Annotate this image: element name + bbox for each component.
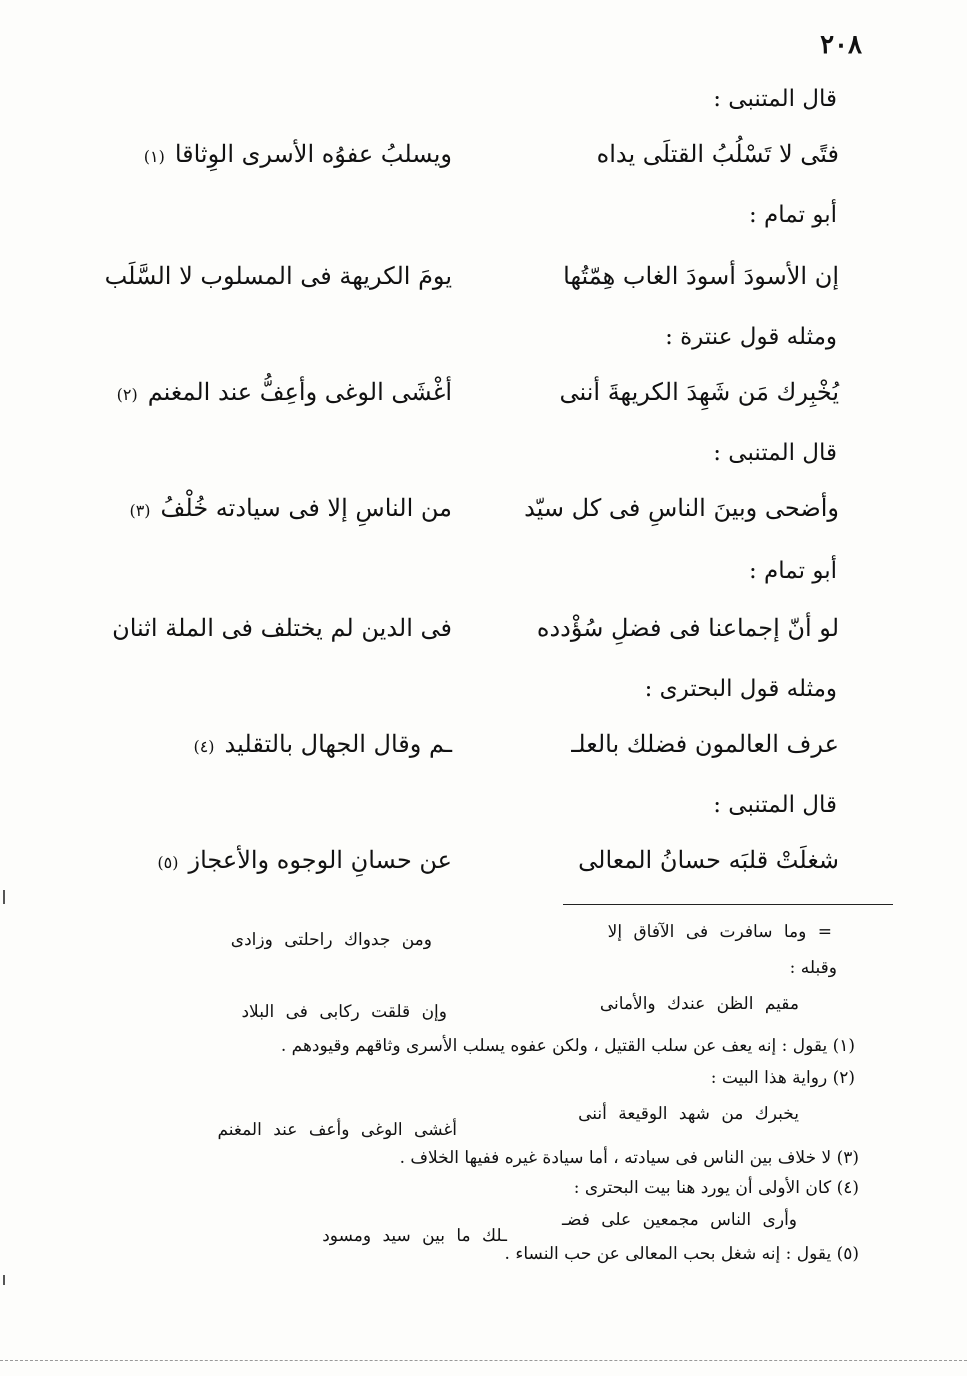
- footnote-3: (٣) لا خلاف بين الناس فى سيادته ، أما سيادة غيره ففيها الخلاف .: [399, 1148, 859, 1168]
- footnote-4: (٤) كان الأولى أن يورد هنا بيت البحترى :: [573, 1178, 859, 1198]
- verse-second-text: ـم وقال الجهال بالتقليد: [224, 730, 452, 758]
- footnote-5: (٥) يقول : إنه شغل بحب المعالى عن حب النساء .: [504, 1244, 859, 1264]
- footnote-ref: (٥): [157, 853, 179, 872]
- footnote-verse-first: مقيم الظن عندك والأمانى: [599, 994, 799, 1014]
- verse-second-hemistich: [72, 494, 452, 522]
- verse-first-hemistich: فتًى لا تَسْلُبُ القتلَى يداه: [596, 140, 839, 168]
- footnote-label: وقبله :: [789, 958, 837, 978]
- verse-second-hemistich: [72, 730, 452, 758]
- footnote-verse-first: يخبرك من شهد الوقيعة أننى: [578, 1104, 799, 1124]
- verse-first-hemistich: عرف العالمون فضلك بالعلـ: [571, 730, 839, 758]
- footnote-2: (٢) رواية هذا البيت :: [710, 1068, 855, 1088]
- verse-first-hemistich: شغلَتْ قلبَه حسانُ المعالى: [578, 846, 839, 874]
- footnote-verse-second: ـلك ما بين سيد ومسود: [322, 1226, 507, 1246]
- footnote-verse-first: = وما سافرت فى الآفاق إلا: [607, 922, 832, 942]
- footnote-verse-second: وإن قلقت ركابى فى البلاد: [241, 1002, 447, 1022]
- verse-second-hemistich: [72, 262, 452, 290]
- verse-second-hemistich: [72, 846, 452, 874]
- verse-second-text: من الناسِ إلا فى سيادته خُلْفُ: [160, 494, 452, 522]
- footnote-verse-first: وأرى الناس مجمعين على فضـ: [562, 1210, 797, 1230]
- page-number: ٢٠٨: [820, 30, 862, 60]
- scan-mark: [3, 890, 5, 904]
- section-heading: أبو تمام :: [749, 558, 837, 584]
- verse-second-hemistich: [72, 614, 452, 642]
- footnote-ref: (٤): [193, 737, 215, 756]
- verse-first-hemistich: لو أنّ إجماعنا فى فضلِ سُؤْدده: [536, 614, 839, 642]
- scan-mark: [3, 1275, 5, 1285]
- verse-second-text: يومَ الكريهة فى المسلوب لا السَّلَب: [104, 262, 452, 290]
- verse-second-hemistich: [72, 378, 452, 406]
- section-heading: ومثله قول البحترى :: [644, 676, 837, 702]
- footnote-verse-second: أغشى الوغى وأعف عند المغنم: [217, 1120, 457, 1140]
- verse-second-text: فى الدين لم يختلف فى الملة اثنان: [112, 614, 452, 642]
- footnote-1: (١) يقول : إنه يعف عن سلب القتيل ، ولكن عفوه يسلب الأسرى وثاقهم وقيودهم .: [280, 1036, 855, 1056]
- section-heading: قال المتنبى :: [713, 440, 837, 466]
- page-bottom-edge: [0, 1360, 967, 1361]
- footnote-ref: (٣): [129, 501, 151, 520]
- verse-second-text: عن حسانِ الوجوه والأعجاز: [188, 846, 452, 874]
- footnote-separator: [563, 904, 893, 905]
- verse-first-hemistich: إن الأسودَ أسودَ الغاب هِمّتُها: [563, 262, 839, 290]
- verse-second-text: أغْشَى الوغى وأعِفُّ عند المغنم: [147, 378, 452, 406]
- footnote-ref: (١): [143, 147, 165, 166]
- verse-first-hemistich: وأضحى وبينَ الناسِ فى كل سيّد: [524, 494, 839, 522]
- section-heading: ومثله قول عنترة :: [665, 324, 837, 350]
- verse-second-hemistich: [72, 140, 452, 168]
- verse-second-text: ويسلبُ عفوُه الأسرى الوِثاقا: [174, 140, 452, 168]
- section-heading: قال المتنبى :: [713, 86, 837, 112]
- section-heading: قال المتنبى :: [713, 792, 837, 818]
- section-heading: أبو تمام :: [749, 202, 837, 228]
- verse-first-hemistich: يُخْبِرك مَن شَهِدَ الكريهةَ أننى: [559, 378, 839, 406]
- footnote-verse-second: ومن جدواك راحلتى وزادى: [230, 930, 432, 950]
- footnote-ref: (٢): [116, 385, 138, 404]
